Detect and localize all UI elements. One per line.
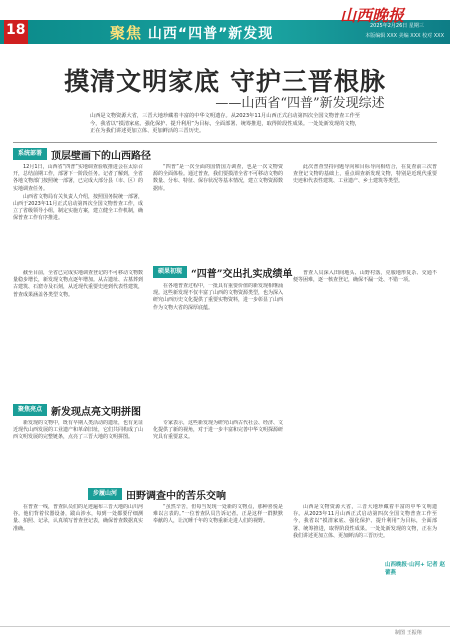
section-4-column-3 — [293, 504, 437, 556]
paragraph: “虽然辛苦，但每当发现一处新的文物点，那种喜悦是难以言表的。”一位普查队员告诉记者。正是这样一群默默奉献的人，让沉睡千年的文物重新走进人们的视野。 — [153, 504, 283, 525]
section-4-column-2 — [153, 504, 283, 614]
section-tag: 步履山河 — [88, 488, 122, 500]
section-header-text: 山西“四普”新发现 — [147, 26, 274, 42]
paragraph: 在普查一线，普查队员们的足迹遍布三晋大地的山川河谷。他们背着仪器设备，跋山涉水，每到一处都要仔细测量、拍照、记录，认真填写普查登记表，确保普查数据真实准确。 — [13, 504, 143, 532]
section-head-1 — [13, 147, 213, 161]
section-2-column-1 — [13, 270, 143, 390]
paragraph: “四普”是一次全面的国情国力调查，也是一次文物资源的全面体检。通过普查，我们要摸清全省不可移动文物的数量、分布、特征、保存状况等基本情况，建立文物资源数据库。 — [153, 164, 283, 192]
section-title: 田野调查中的苦乐交响 — [126, 490, 227, 502]
paragraph: 在各地普查过程中，一批具有重要价值的新发现相继涌现。这些新发现不仅丰富了山西的文物资源类型，也为深入研究山西历史文化提供了重要实物资料，进一步彰显了山西作为文物大省的深厚底蕴。 — [153, 283, 283, 311]
section-tag: 系统部署 — [13, 148, 47, 160]
footer-credit: 制图 王振翔 — [395, 630, 422, 636]
issue-date: 2025年2月26日 星期三 — [370, 23, 424, 29]
byline: 山西晚报·山河+ 记者 赵蕾燕 — [385, 562, 446, 576]
divider — [13, 142, 437, 143]
article-intro: 山西是文物资源大省，三晋大地珍藏着丰富的中华文明遗存。从2023年11月山西正式启动第四次全国文物普查工作至今，我省以“摸清家底、强化保护、提升利用”为目标，全面部署、统筹推进，取得阶段性成果。一处处新发现的文物，正在为我们讲述更加立体、更加鲜活的三晋历史。 — [90, 113, 360, 135]
masthead-logo: 山西晚报 — [340, 6, 405, 25]
paragraph: 新发现的文物中，既有早期人类活动的遗址，也有见证近现代山西发展的工业遗产和革命旧址，它们共同构成了山西文明发展的完整链条，点亮了三晋大地的文明拼图。 — [13, 420, 143, 441]
section-title: 顶层壁画下的山西路径 — [51, 150, 152, 162]
section-1-column-1 — [13, 164, 143, 260]
footer-rule — [0, 626, 450, 627]
section-2-column-3 — [293, 270, 437, 390]
section-header-title — [110, 22, 273, 43]
section-1-column-3 — [293, 164, 437, 260]
page-subtitle: ——山西省“四普”新发现综述 — [215, 96, 385, 111]
section-4-column-1 — [13, 504, 143, 614]
section-head-4 — [88, 487, 308, 501]
section-tag: 聚焦亮点 — [13, 404, 47, 416]
paragraph: 此次普查坚持问题导向和目标导向相结合，在复查前三次普查登记文物的基础上，重点调查新发现文物，特别是近现代重要史迹和代表性建筑、工业遗产、乡土建筑等类型。 — [293, 164, 437, 185]
edition-info: 本版编辑 XXX 美编 XXX 校对 XXX — [365, 33, 444, 39]
page-title: 摸清文明家底 守护三晋根脉 — [64, 67, 386, 96]
paragraph: 12月1日，山西省“四普”实地调查验收推进会在太原召开，总结前期工作，部署下一阶段任务。记者了解到，全省各地文物部门按照统一部署，已完成大部分县（市、区）的实地调查任务。 — [13, 164, 143, 192]
paragraph: 截至目前，全省已完成实地调查登记的不可移动文物数量稳步增长，新发现文物点逐年增加。从古遗址、古墓葬到古建筑、石窟寺及石刻，从近现代重要史迹到代表性建筑，普查成果涵盖各类型文物。 — [13, 270, 143, 298]
section-title: “四普”交出扎实成绩单 — [191, 268, 293, 280]
section-1-column-2 — [153, 164, 283, 260]
paragraph: 普查人员深入田间地头、山野村落，克服地形复杂、交通不便等困难，逐一核查登记，确保不漏一处、不错一项。 — [293, 270, 437, 284]
section-2-column-2 — [153, 283, 283, 390]
section-head-3 — [13, 403, 213, 417]
section-header-highlight: 聚焦 — [110, 24, 143, 42]
page-number: 18 — [6, 22, 26, 38]
paragraph: 山西是文物资源大省，三晋大地珍藏着丰富的中华文明遗存。从2023年11月山西正式启动第四次全国文物普查工作至今，我省以“摸清家底、强化保护、提升利用”为目标，全面部署、统筹推进，取得阶段性成果。一处处新发现的文物，正在为我们讲述更加立体、更加鲜活的三晋历史。 — [293, 504, 437, 539]
section-title: 新发现点亮文明拼图 — [51, 406, 142, 418]
paragraph: 山西省文物局有关负责人介绍，按照国务院统一部署，山西于2023年11月正式启动第四次全国文物普查工作，成立了省级领导小组，制定实施方案，建立健全工作机制，确保普查工作有序推进。 — [13, 193, 143, 222]
paragraph: 专家表示，这些新发现为研究山西古代社会、经济、文化提供了新的视角，对于进一步丰富和完善中华文明探源研究具有重要意义。 — [153, 420, 283, 441]
section-tag: 硕果初现 — [153, 266, 187, 278]
